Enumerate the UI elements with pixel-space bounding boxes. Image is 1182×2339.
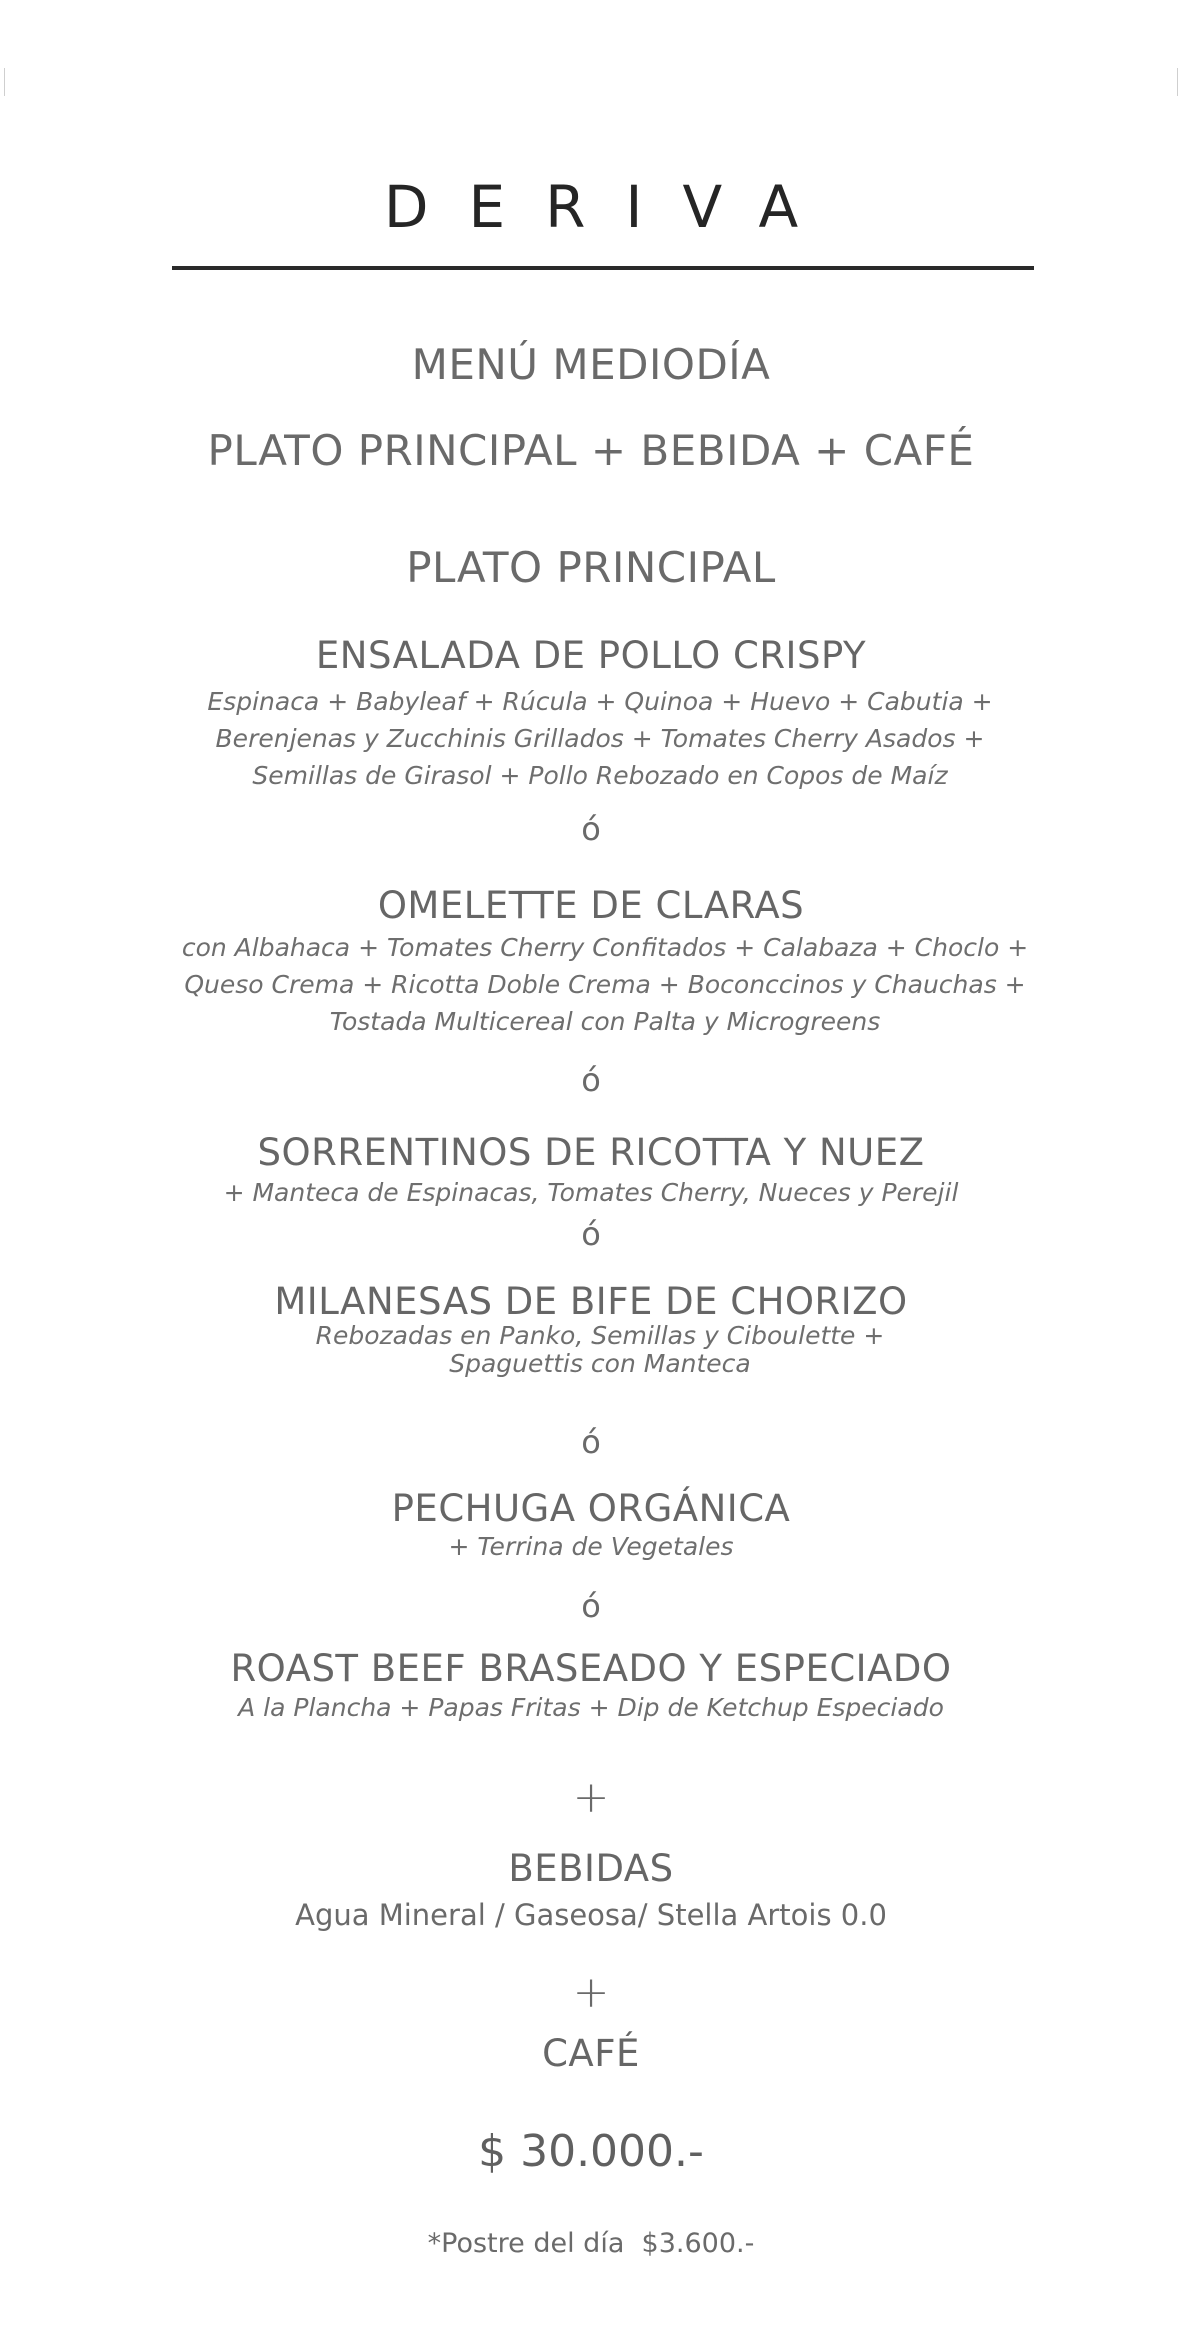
brand-underline [172, 266, 1034, 270]
drinks-list: Agua Mineral / Gaseosa/ Stella Artois 0.0 [295, 1898, 887, 1932]
dish-name: ENSALADA DE POLLO CRISPY [315, 634, 867, 677]
crop-mark-left [4, 68, 5, 96]
menu-subtitle: PLATO PRINCIPAL + BEBIDA + CAFÉ [207, 426, 975, 475]
section-drinks-heading: BEBIDAS [508, 1847, 674, 1890]
dish-name: OMELETTE DE CLARAS [377, 884, 805, 927]
section-main-heading: PLATO PRINCIPAL [406, 543, 776, 592]
dish-description: A la Plancha + Papas Fritas + Dip de Ketchup Especiado [238, 1693, 944, 1722]
brand-logo-text: DERIVA [383, 173, 839, 241]
dish-name: ROAST BEEF BRASEADO Y ESPECIADO [230, 1647, 952, 1690]
section-coffee-heading: CAFÉ [542, 2032, 640, 2075]
dish-description: con Albahaca + Tomates Cherry Confitados + Calabaza + Choclo + Queso Crema + Ricotta Doble Crema + Boconccinos y Chauchas + Tostada Multicereal con Palta y Microgreens [181, 933, 1029, 1036]
dish-name: SORRENTINOS DE RICOTTA Y NUEZ [257, 1131, 925, 1174]
menu-title: MENÚ MEDIODÍA [411, 340, 771, 389]
menu-price: $ 30.000.- [478, 2126, 704, 2177]
or-separator: ó [581, 1587, 601, 1625]
or-separator: ó [581, 1061, 601, 1099]
dish-description: + Manteca de Espinacas, Tomates Cherry, Nueces y Perejil [223, 1178, 959, 1207]
plus-separator: + [572, 1772, 610, 1823]
or-separator: ó [581, 1215, 601, 1253]
plus-separator: + [572, 1967, 610, 2018]
dish-description: Espinaca + Babyleaf + Rúcula + Quinoa + Huevo + Cabutia + Berenjenas y Zucchinis Grillados + Tomates Cherry Asados + Semillas de Girasol + Pollo Rebozado en Copos de Maíz [207, 687, 993, 790]
dessert-note: *Postre del día $3.600.- [427, 2228, 755, 2259]
or-separator: ó [581, 1423, 601, 1461]
dish-name: PECHUGA ORGÁNICA [391, 1487, 791, 1530]
or-separator: ó [581, 810, 601, 848]
dish-description: + Terrina de Vegetales [448, 1532, 734, 1561]
dish-name: MILANESAS DE BIFE DE CHORIZO [274, 1280, 908, 1323]
dish-description: Rebozadas en Panko, Semillas y Ciboulette + Spaguettis con Manteca [315, 1321, 885, 1378]
crop-mark-right [1177, 68, 1178, 96]
